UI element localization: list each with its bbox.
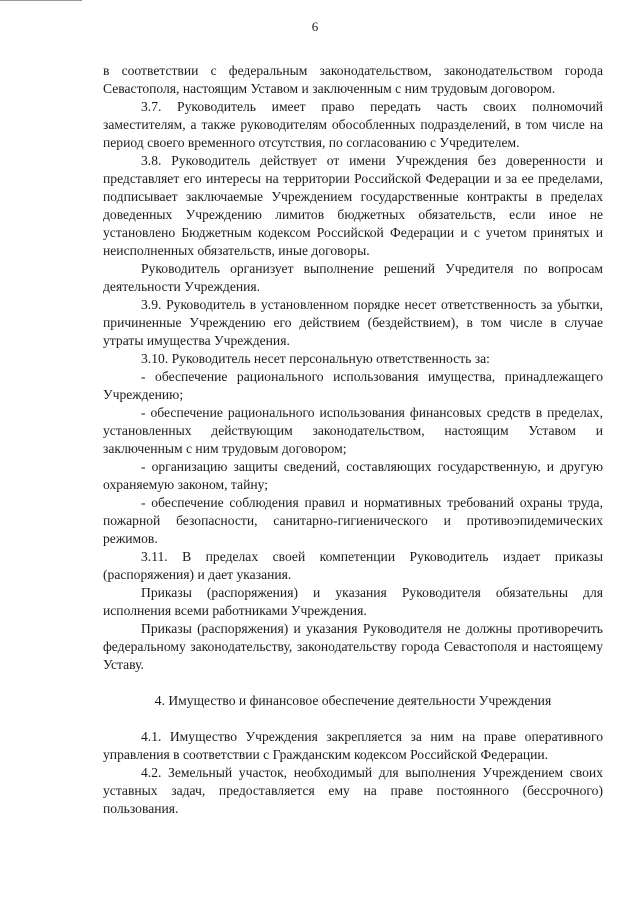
list-item-finance: - обеспечение рационального использования финансовых средств в пределах, установленных действующим законодательством, настоящим Уставом и заключенным с ним трудовым договором; bbox=[103, 405, 603, 456]
paragraph-orders-mandatory: Приказы (распоряжения) и указания Руководителя обязательны для исполнения всеми работниками Учреждения. bbox=[103, 585, 603, 618]
section-heading: 4. Имущество и финансовое обеспечение деятельности Учреждения bbox=[154, 693, 552, 708]
corner-line bbox=[0, 0, 82, 1]
page-number: 6 bbox=[311, 19, 319, 34]
paragraph-4-2: 4.2. Земельный участок, необходимый для выполнения Учреждением своих уставных задач, предоставляется ему на праве постоянного (бессрочного) пользования. bbox=[103, 765, 603, 816]
paragraph-3-8: 3.8. Руководитель действует от имени Учреждения без доверенности и представляет его интересы на территории Российской Федерации и за ее пределами, подписывает заключаемые Учреждением государственные контракты в пределах доведенных Учреждению лимитов бюджетных обязательств, если иное не установлено Бюджетным кодексом Российской Федерации и с учетом принятых и неисполненных обязательств, иные договоры. bbox=[103, 153, 603, 258]
paragraph-3-11: 3.11. В пределах своей компетенции Руководитель издает приказы (распоряжения) и дает указания. bbox=[103, 549, 603, 582]
paragraph-3-8-continued: Руководитель организует выполнение решений Учредителя по вопросам деятельности Учреждения. bbox=[103, 261, 603, 294]
list-item-safety: - обеспечение соблюдения правил и нормативных требований охраны труда, пожарной безопасности, санитарно-гигиенического и противоэпидемических режимов. bbox=[103, 495, 603, 546]
paragraph-3-9: 3.9. Руководитель в установленном порядке несет ответственность за убытки, причиненные Учреждению его действием (бездействием), в том числе в случае утраты имущества Учреждения. bbox=[103, 297, 603, 348]
list-item-property: - обеспечение рационального использования имущества, принадлежащего Учреждению; bbox=[103, 369, 603, 402]
list-item-secrets: - организацию защиты сведений, составляющих государственную, и другую охраняемую законом, тайну; bbox=[103, 459, 603, 492]
paragraph-3-10: 3.10. Руководитель несет персональную ответственность за: bbox=[141, 351, 490, 366]
paragraph-3-7: 3.7. Руководитель имеет право передать часть своих полномочий заместителям, а также руководителям обособленных подразделений, в том числе на период своего временного отсутствия, по согласованию с Учредителем. bbox=[103, 99, 603, 150]
paragraph-continuation: в соответствии с федеральным законодательством, законодательством города Севастополя, настоящим Уставом и заключенным с ним трудовым договором. bbox=[103, 63, 603, 96]
paragraph-orders-compliance: Приказы (распоряжения) и указания Руководителя не должны противоречить федеральному законодательству, законодательству города Севастополя и настоящему Уставу. bbox=[103, 621, 603, 672]
document-body bbox=[103, 62, 603, 818]
paragraph-4-1: 4.1. Имущество Учреждения закрепляется за ним на праве оперативного управления в соответствии с Гражданским кодексом Российской Федерации. bbox=[103, 729, 603, 762]
